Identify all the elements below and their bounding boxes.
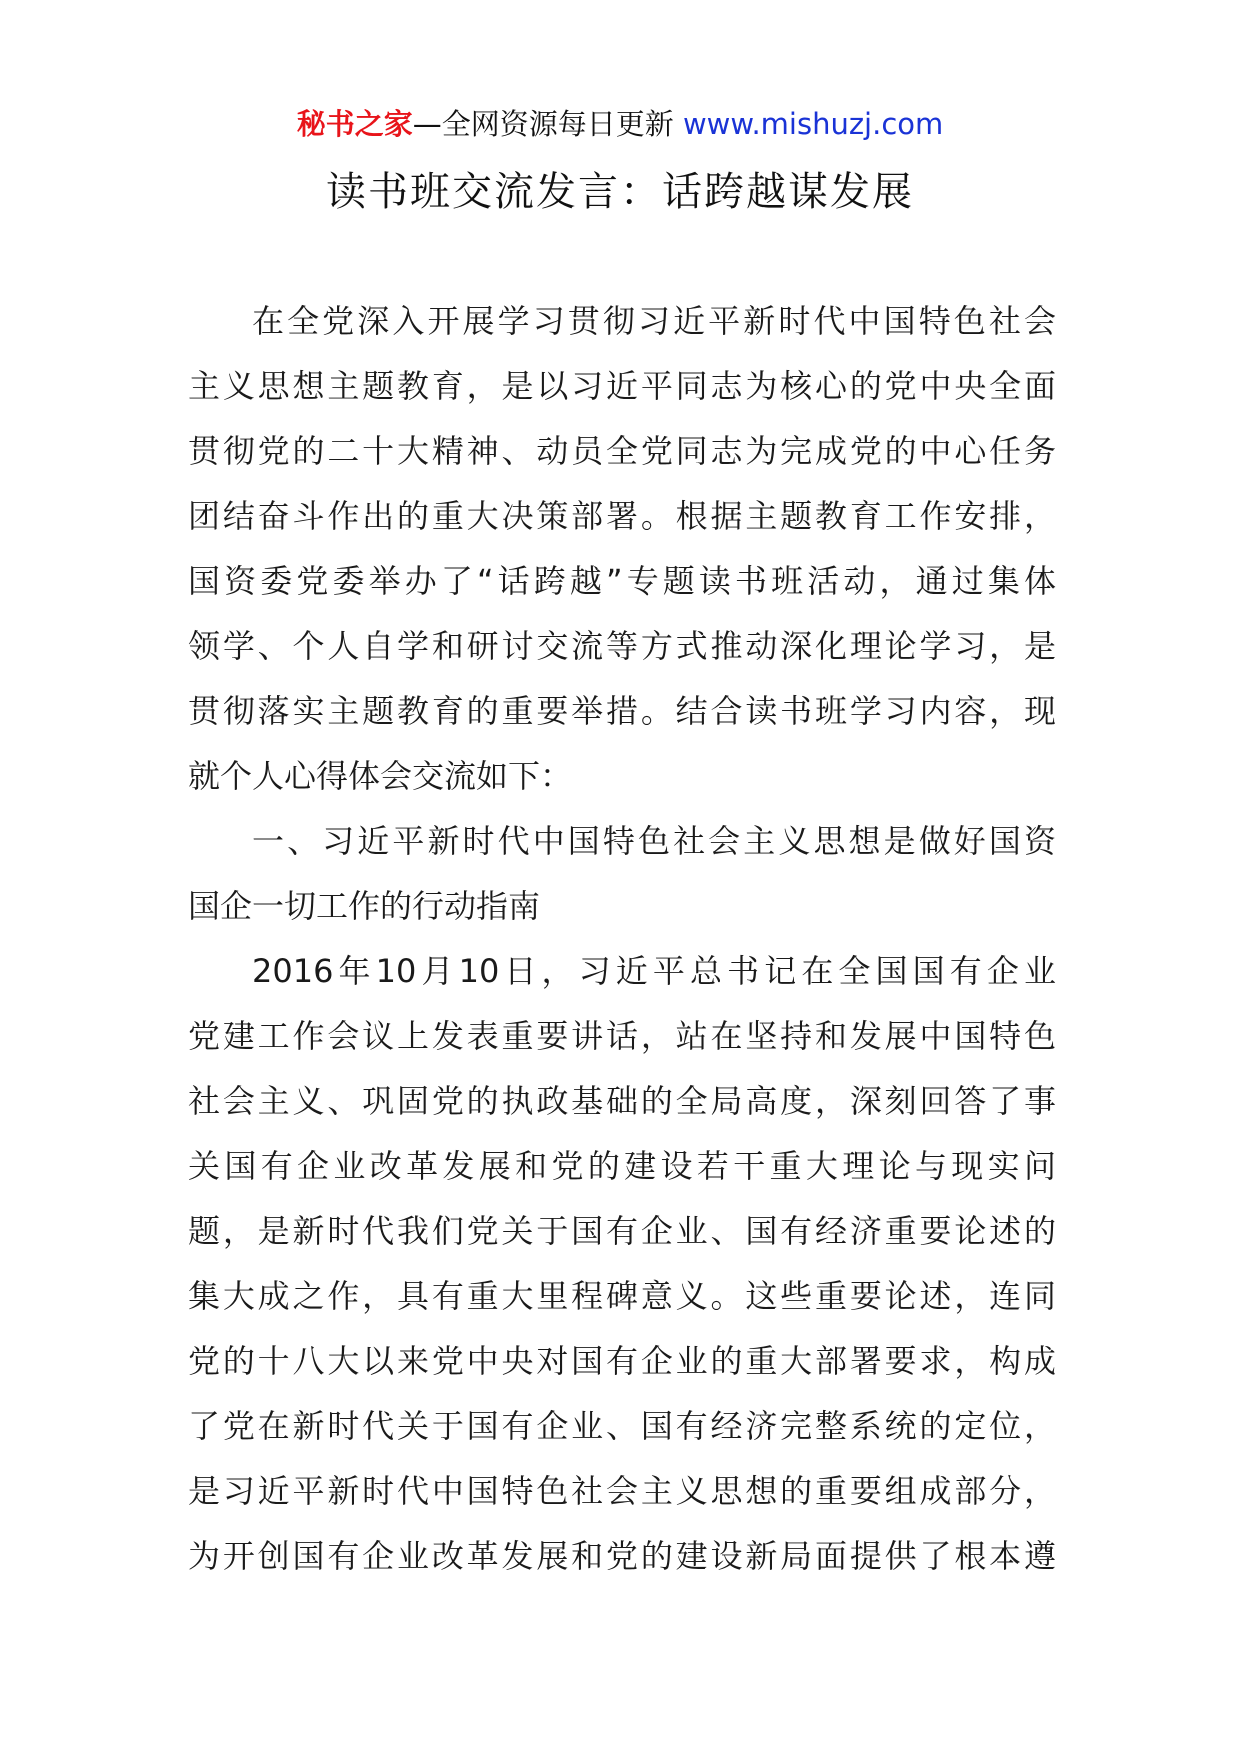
paragraph-3-line: 题，是新时代我们党关于国有企业、国有经济重要论述的 <box>188 1212 1056 1250</box>
paragraph-3-line: 社会主义、巩固党的执政基础的全局高度，深刻回答了事 <box>188 1082 1056 1120</box>
paragraph-1-line: 贯彻党的二十大精神、动员全党同志为完成党的中心任务 <box>188 432 1056 470</box>
paragraph-3-line: 是习近平新时代中国特色社会主义思想的重要组成部分， <box>188 1472 1056 1510</box>
paragraph-3-line: 党的十八大以来党中央对国有企业的重大部署要求，构成 <box>188 1342 1056 1380</box>
paragraph-3-line: 了党在新时代关于国有企业、国有经济完整系统的定位， <box>188 1407 1056 1445</box>
paragraph-3-line: 为开创国有企业改革发展和党的建设新局面提供了根本遵 <box>188 1537 1056 1575</box>
paragraph-3-line: 2016年10月10日，习近平总书记在全国国有企业 <box>252 952 1056 990</box>
paragraph-1-line: 贯彻落实主题教育的重要举措。结合读书班学习内容，现 <box>188 692 1056 730</box>
paragraph-1-line: 国资委党委举办了“话跨越”专题读书班活动，通过集体 <box>188 562 1056 600</box>
document-body <box>188 289 1056 1589</box>
section-heading-line: 国企一切工作的行动指南 <box>188 887 541 925</box>
site-url-link[interactable]: www.mishuzj.com <box>682 107 944 141</box>
section-heading-line: 一、习近平新时代中国特色社会主义思想是做好国资 <box>252 822 1056 860</box>
paragraph-1-line: 主义思想主题教育，是以习近平同志为核心的党中央全面 <box>188 367 1056 405</box>
paragraph-3-line: 集大成之作，具有重大里程碑意义。这些重要论述，连同 <box>188 1277 1056 1315</box>
brand-name: 秘书之家 <box>296 107 413 141</box>
paragraph-1-line: 在全党深入开展学习贯彻习近平新时代中国特色社会 <box>252 302 1056 340</box>
paragraph-1-line: 团结奋斗作出的重大决策部署。根据主题教育工作安排， <box>188 497 1056 535</box>
document-title: 读书班交流发言：话跨越谋发展 <box>326 169 914 215</box>
header-tagline: —全网资源每日更新 <box>412 107 683 141</box>
watermark-header <box>0 100 1240 148</box>
paragraph-3-line: 党建工作会议上发表重要讲话，站在坚持和发展中国特色 <box>188 1017 1056 1055</box>
paragraph-1-line: 就个人心得体会交流如下： <box>188 757 573 795</box>
paragraph-1-line: 领学、个人自学和研讨交流等方式推动深化理论学习，是 <box>188 627 1056 665</box>
paragraph-3-line: 关国有企业改革发展和党的建设若干重大理论与现实问 <box>188 1147 1056 1185</box>
